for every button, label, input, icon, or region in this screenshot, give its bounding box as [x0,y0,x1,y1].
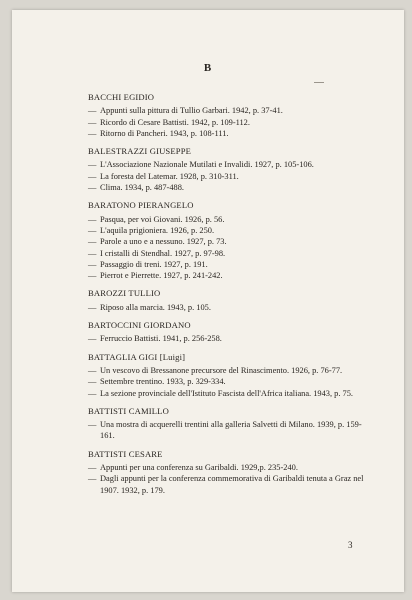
work-item [88,214,364,225]
work-title: Una mostra di acquerelli trentini alla galleria Salvetti di Milano. 1939, p. 159-161. [100,420,362,441]
dash-marker: — [88,334,97,344]
author-entry [88,92,364,139]
dash-marker: — [88,302,97,312]
work-title: Riposo alla marcia. 1943, p. 105. [100,302,211,312]
work-item [88,248,364,259]
dash-marker: — [88,160,97,170]
work-title: Appunti per una conferenza su Garibaldi. 1929,p. 235-240. [100,463,298,473]
author-entry [88,352,364,399]
work-item [88,270,364,281]
work-title: Passaggio di treni. 1927, p. 191. [100,259,208,269]
work-item [88,259,364,270]
work-item [88,473,364,496]
work-item [88,419,364,442]
author-name: BATTISTI CAMILLO [88,405,169,416]
work-item [88,388,364,399]
work-item [88,182,364,193]
dash-marker: — [88,225,97,235]
dash-marker: — [88,388,97,398]
dash-marker: — [88,474,97,484]
author-entry [88,406,364,442]
work-title: Parole a uno e a nessuno. 1927, p. 73. [100,237,227,247]
work-item [88,117,364,128]
author-name: BALESTRAZZI GIUSEPPE [88,146,192,157]
dash-marker: — [88,377,97,387]
author-entry [88,288,364,313]
work-title: Clima. 1934, p. 487-488. [100,183,184,193]
author-entry [88,200,364,281]
author-name: BATTAGLIA GIGI [Luigi] [88,351,186,362]
author-name: BARTOCCINI GIORDANO [88,320,191,331]
author-entry [88,320,364,345]
dash-marker: — [88,463,97,473]
work-title: Ricordo di Cesare Battisti. 1942, p. 109-112. [100,117,250,127]
dash-marker: — [88,271,97,281]
pencil-mark [314,82,324,83]
dash-marker: — [88,420,97,430]
work-title: Settembre trentino. 1933, p. 329-334. [100,377,226,387]
work-title: Pierrot e Pierrette. 1927, p. 241-242. [100,271,223,281]
work-item [88,333,364,344]
dash-marker: — [88,248,97,258]
author-name: BATTISTI CESARE [88,448,163,459]
author-name: BACCHI EGIDIO [88,92,155,102]
dash-marker: — [88,237,97,247]
dash-marker: — [88,365,97,375]
work-title: Dagli appunti per la conferenza commemorativa di Garibaldi tenuta a Graz nel 1907. 1932, p. 179. [100,474,364,495]
work-item [88,236,364,247]
dash-marker: — [88,117,97,127]
dash-marker: — [88,106,97,116]
work-title: I cristalli di Stendhal. 1927, p. 97-98. [100,248,226,258]
work-item [88,105,364,116]
dash-marker: — [88,214,97,224]
work-item [88,171,364,182]
author-entry [88,449,364,496]
dash-marker: — [88,183,97,193]
work-title: L'aquila prigioniera. 1926, p. 250. [100,225,215,235]
work-title: L'Associazione Nazionale Mutilati e Invalidi. 1927, p. 105-106. [100,160,314,170]
page-number: 3 [348,540,353,550]
work-title: Ferruccio Battisti. 1941, p. 256-258. [100,334,222,344]
work-title: Pasqua, per voi Giovani. 1926, p. 56. [100,214,225,224]
work-title: La foresta del Latemar. 1928, p. 310-311. [100,171,239,181]
dash-marker: — [88,128,97,138]
work-item [88,159,364,170]
work-title: Ritorno di Pancheri. 1943, p. 108-111. [100,128,229,138]
author-name: BAROZZI TULLIO [88,288,161,299]
section-letter: B [203,62,213,74]
work-item [88,376,364,387]
work-title: La sezione provinciale dell'Istituto Fascista dell'Africa italiana. 1943, p. 75. [100,388,354,398]
work-item [88,302,364,313]
work-title: Appunti sulla pittura di Tullio Garbari. 1942, p. 37-41. [100,106,283,116]
document-page [12,10,404,592]
author-name: BARATONO PIERANGELO [88,200,194,211]
work-title: Un vescovo di Bressanone precursore del Rinascimento. 1926, p. 76-77. [100,365,343,375]
work-item [88,365,364,376]
work-item [88,462,364,473]
dash-marker: — [88,259,97,269]
dash-marker: — [88,171,97,181]
work-item [88,128,364,139]
work-item [88,225,364,236]
author-index [88,92,364,503]
author-entry [88,146,364,193]
